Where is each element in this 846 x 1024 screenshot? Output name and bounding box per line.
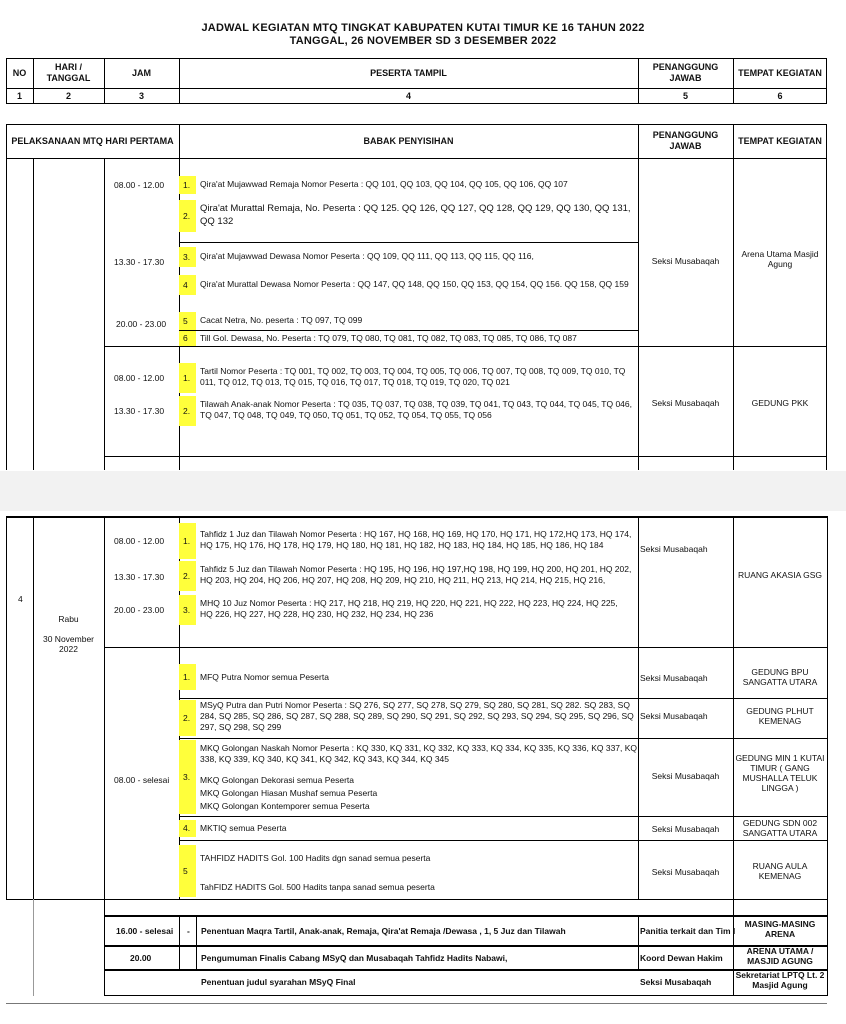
peserta-item: Qira'at Mujawwad Dewasa Nomor Peserta : QQ 109, QQ 111, QQ 113, QQ 115, QQ 116,: [200, 251, 534, 261]
tempat-kegiatan: MASING-MASING ARENA: [744, 919, 816, 939]
item-number: 3.: [179, 740, 196, 814]
kegiatan-text: Pengumuman Finalis Cabang MSyQ dan Musabaqah Tahfidz Hadits Nabawi,: [201, 953, 508, 963]
jam-2000-2300: 20.00 - 23.00: [114, 605, 165, 615]
peserta-item: MKQ Golongan Kontemporer semua Peserta: [200, 801, 370, 811]
item-number: 4.: [179, 820, 196, 837]
peserta-item: TahFIDZ HADITS Gol. 500 Hadits tanpa sanad semua peserta: [200, 882, 435, 892]
peserta-item: Tilawah Anak-anak Nomor Peserta : TQ 035, TQ 037, TQ 038, TQ 039, TQ 041, TQ 043, TQ 044, TQ 045, TQ 046, TQ 047, TQ 048, TQ 049, TQ 050, TQ 051, TQ 052, TQ 054, TQ 055, TQ 056: [200, 399, 632, 420]
peserta-item: Tahfidz 5 Juz dan Tilawah Nomor Peserta : HQ 195, HQ 196, HQ 197,HQ 198, HQ 199, HQ 200, HQ 201, HQ 202, HQ 203, HQ 204, HQ 206, HQ 207, HQ 208, HQ 209, HQ 210, HQ 211, HQ 213, HQ 214, HQ 215, HQ 216,: [200, 564, 632, 585]
item-number: 1.: [179, 664, 196, 690]
peserta-item: Cacat Netra, No. peserta : TQ 097, TQ 099: [200, 315, 363, 325]
peserta-item: MKQ Golongan Naskah Nomor Peserta : KQ 330, KQ 331, KQ 332, KQ 333, KQ 334, KQ 335, KQ 336, KQ 337, KQ 338, KQ 339, KQ 340, KQ 341, KQ 342, KQ 343, KQ 344, KQ 345: [200, 743, 638, 764]
peserta-item: MKTIQ semua Peserta: [200, 823, 287, 833]
kegiatan-text: Penentuan judul syarahan MSyQ Final: [201, 977, 356, 987]
jam-1600-selesai: 16.00 - selesai: [116, 926, 174, 936]
header-num-6: 6: [777, 90, 783, 101]
jam-2000: 20.00: [130, 953, 152, 963]
header-tempat: TEMPAT KEGIATAN: [738, 67, 822, 78]
page-gap: [0, 471, 846, 511]
item-number: 4: [179, 275, 196, 295]
peserta-item: Tahfidz 1 Juz dan Tilawah Nomor Peserta : HQ 167, HQ 168, HQ 169, HQ 170, HQ 171, HQ 172,HQ 173, HQ 174, HQ 175, HQ 176, HQ 178, HQ 179, HQ 180, HQ 181, HQ 182, HQ 183, HQ 184, HQ 185, HQ 186, HQ 184: [200, 529, 632, 550]
peserta-item: Till Gol. Dewasa, No. Peserta : TQ 079, TQ 080, TQ 081, TQ 082, TQ 083, TQ 085, TQ 086, TQ 087: [200, 333, 577, 343]
jam-1330-1730: 13.30 - 17.30: [114, 257, 165, 267]
penanggung-jawab: Koord Dewan Hakim: [640, 953, 723, 963]
item-number: 6: [179, 331, 196, 346]
item-number: 1.: [179, 363, 196, 393]
jam-0800-1200: 08.00 - 12.00: [114, 536, 165, 546]
penanggung-jawab: Seksi Musabaqah: [640, 673, 708, 683]
section1-tempat-heading: TEMPAT KEGIATAN: [738, 135, 822, 146]
peserta-item: TAHFIDZ HADITS Gol. 100 Hadits dgn sanad semua peserta: [200, 853, 431, 863]
tempat-kegiatan: GEDUNG BPU SANGATTA UTARA: [742, 667, 818, 687]
tempat-kegiatan: RUANG AKASIA GSG: [737, 570, 823, 580]
tempat-kegiatan: ARENA UTAMA / MASJID AGUNG: [746, 946, 814, 966]
header-num-2: 2: [65, 90, 71, 101]
babak-heading: BABAK PENYISIHAN: [363, 135, 454, 146]
header-num-5: 5: [682, 90, 688, 101]
penanggung-jawab: Seksi Musabaqah: [651, 867, 720, 877]
kegiatan-text: Penentuan Maqra Tartil, Anak-anak, Remaja, Qira'at Remaja /Dewasa , 1, 5 Juz dan Tilawah: [201, 926, 566, 936]
item-number: 5: [179, 845, 196, 897]
jam-1330-1730: 13.30 - 17.30: [114, 572, 165, 582]
peserta-item: MHQ 10 Juz Nomor Peserta : HQ 217, HQ 218, HQ 219, HQ 220, HQ 221, HQ 222, HQ 223, HQ 224, HQ 225, HQ 226, HQ 227, HQ 228, HQ 230, HQ 232, HQ 234, HQ 236: [200, 598, 618, 619]
item-number: 1.: [179, 523, 196, 559]
tempat-kegiatan: Arena Utama Masjid Agung: [741, 249, 819, 269]
item-number: 3.: [179, 247, 196, 267]
row-number: 4: [18, 594, 23, 604]
peserta-item: MKQ Golongan Dekorasi semua Peserta: [200, 775, 355, 785]
penanggung-jawab: Panitia terkait dan Tim I: [640, 926, 736, 936]
header-peserta: PESERTA TAMPIL: [370, 67, 447, 78]
pelaksanaan-heading: PELAKSANAAN MTQ HARI PERTAMA: [11, 135, 174, 146]
penanggung-jawab: Seksi Musabaqah: [640, 711, 708, 721]
penanggung-jawab: Seksi Musabaqah: [651, 824, 720, 834]
header-num-4: 4: [405, 90, 411, 101]
peserta-item: Qira'at Murattal Remaja, No. Peserta : QQ 125. QQ 126, QQ 127, QQ 128, QQ 129, QQ 130, QQ 131, QQ 132: [200, 203, 631, 227]
jam-0800-1200: 08.00 - 12.00: [114, 180, 165, 190]
tempat-kegiatan: GEDUNG SDN 002 SANGATTA UTARA: [742, 818, 818, 838]
jam-2000-2300: 20.00 - 23.00: [116, 319, 167, 329]
header-num-1: 1: [16, 90, 22, 101]
peserta-item: Tartil Nomor Peserta : TQ 001, TQ 002, TQ 003, TQ 004, TQ 005, TQ 006, TQ 007, TQ 008, TQ 009, TQ 010, TQ 011, TQ 012, TQ 013, TQ 015, TQ 016, TQ 017, TQ 018, TQ 019, TQ 020, TQ 021: [200, 366, 626, 387]
penanggung-jawab: Seksi Musabaqah: [640, 544, 708, 554]
item-number: 2.: [179, 200, 196, 232]
peserta-item: MKQ Golongan Hiasan Mushaf semua Peserta: [200, 788, 378, 798]
peserta-item: MSyQ Putra dan Putri Nomor Peserta : SQ 276, SQ 277, SQ 278, SQ 279, SQ 280, SQ 281, SQ 282. SQ 283, SQ 284, SQ 285, SQ 286, SQ 287, SQ 288, SQ 289, SQ 290, SQ 291, SQ 292, SQ 293, SQ 294, SQ 295, SQ 296, SQ 297, SQ 298, SQ 299: [200, 700, 634, 732]
penanggung-jawab: Seksi Musabaqah: [640, 977, 712, 987]
header-jam: JAM: [131, 67, 151, 78]
tempat-kegiatan: GEDUNG MIN 1 KUTAI TIMUR ( GANG MUSHALLA TELUK LINGGA ): [735, 753, 825, 793]
tempat-kegiatan: GEDUNG PLHUT KEMENAG: [746, 706, 814, 726]
section1-penanggung-heading: PENANGGUNG JAWAB: [652, 130, 719, 151]
document-subtitle: TANGGAL, 26 NOVEMBER SD 3 DESEMBER 2022: [289, 35, 557, 47]
jam-0800-selesai: 08.00 - selesai: [114, 775, 170, 785]
tempat-kegiatan: GEDUNG PKK: [751, 398, 809, 408]
item-number: 2.: [179, 396, 196, 426]
jam-0800-1200: 08.00 - 12.00: [114, 373, 165, 383]
header-penanggung: PENANGGUNG JAWAB: [652, 62, 719, 83]
item-number: 3.: [179, 595, 196, 625]
penanggung-jawab: Seksi Musabaqah: [651, 771, 720, 781]
peserta-item: MFQ Putra Nomor semua Peserta: [200, 672, 329, 682]
peserta-item: Qira'at Murattal Dewasa Nomor Peserta : QQ 147, QQ 148, QQ 150, QQ 153, QQ 154, QQ 156. QQ 158, QQ 159: [200, 279, 629, 289]
jam-1330-1730: 13.30 - 17.30: [114, 406, 165, 416]
dash: -: [187, 926, 190, 936]
penanggung-jawab: Seksi Musabaqah: [651, 398, 720, 408]
item-number: 2.: [179, 700, 196, 736]
tempat-kegiatan: RUANG AULA KEMENAG: [752, 861, 808, 881]
penanggung-jawab: Seksi Musabaqah: [651, 256, 720, 266]
hari: Rabu: [58, 614, 79, 624]
tanggal: 30 November 2022: [42, 634, 95, 654]
peserta-item: Qira'at Mujawwad Remaja Nomor Peserta : QQ 101, QQ 103, QQ 104, QQ 105, QQ 106, QQ 107: [200, 179, 568, 189]
item-number: 5: [179, 312, 196, 330]
document-title: JADWAL KEGIATAN MTQ TINGKAT KABUPATEN KUTAI TIMUR KE 16 TAHUN 2022: [201, 22, 645, 34]
header-no: NO: [12, 67, 27, 78]
header-num-3: 3: [138, 90, 144, 101]
tempat-kegiatan: Sekretariat LPTQ Lt. 2 Masjid Agung: [735, 970, 825, 990]
item-number: 1.: [179, 176, 196, 194]
item-number: 2.: [179, 561, 196, 591]
header-hari: HARI / TANGGAL: [46, 62, 91, 83]
